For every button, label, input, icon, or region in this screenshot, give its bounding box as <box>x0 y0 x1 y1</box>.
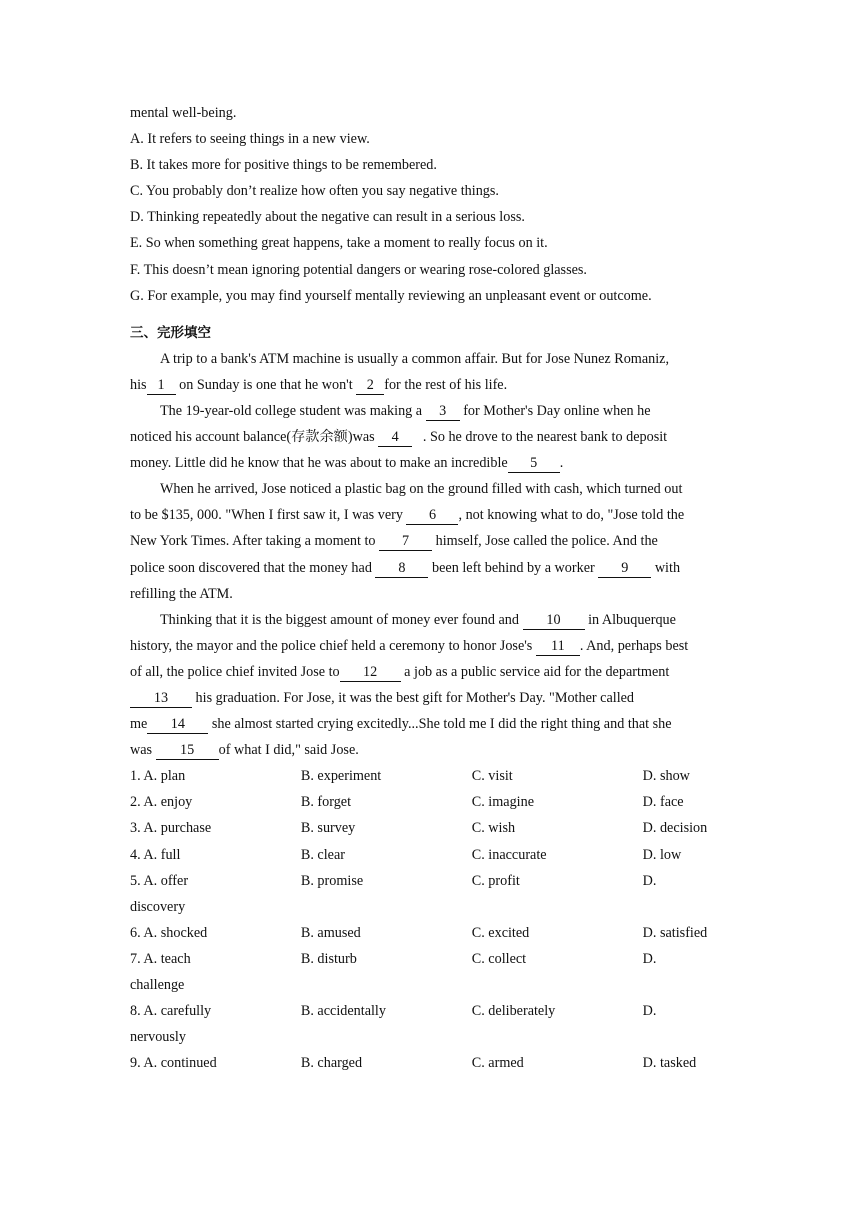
option-d: D. tasked <box>642 1055 697 1072</box>
question-row <box>130 946 730 972</box>
blank-13: 13 <box>130 689 192 708</box>
option-a: 3. A. purchase <box>130 820 212 837</box>
passage-line: of all, the police chief invited Jose to 12 a job as a public service aid for the department <box>130 663 670 680</box>
passage-line: noticed his account balance(存款余额)was 4 . So he drove to the nearest bank to deposit <box>130 429 668 446</box>
question-row <box>130 842 730 868</box>
question-row <box>130 868 730 894</box>
option-d: D. Thinking repeatedly about the negative can result in a serious loss. <box>130 209 525 226</box>
option-d: D. <box>642 872 657 889</box>
option-b: B. promise <box>300 872 364 889</box>
blank-14: 14 <box>147 715 208 734</box>
option-c: C. imagine <box>471 794 535 811</box>
option-a: 6. A. shocked <box>130 924 208 941</box>
option-d: D. <box>642 950 657 967</box>
option-d: D. show <box>642 768 690 785</box>
option-wrap: challenge <box>130 977 185 993</box>
cloze-passage <box>130 346 730 764</box>
blank-10: 10 <box>523 611 585 630</box>
question-row <box>130 920 730 946</box>
option-c: C. collect <box>471 950 527 967</box>
passage-line: A trip to a bank's ATM machine is usually a common affair. But for Jose Nunez Romaniz, <box>160 350 670 367</box>
option-b: B. It takes more for positive things to be remembered. <box>130 157 437 174</box>
question-row <box>130 1050 730 1076</box>
option-c: C. deliberately <box>471 1003 556 1020</box>
option-c: C. armed <box>471 1055 524 1072</box>
option-a: 9. A. continued <box>130 1055 217 1072</box>
option-b: B. clear <box>300 846 345 863</box>
option-c: C. excited <box>471 924 530 941</box>
option-a: A. It refers to seeing things in a new view. <box>130 131 370 148</box>
option-a: 5. A. offer <box>130 872 189 889</box>
passage-line: When he arrived, Jose noticed a plastic bag on the ground filled with cash, which turned out <box>160 481 683 498</box>
option-b: B. survey <box>300 820 356 837</box>
option-a: 8. A. carefully <box>130 1003 212 1020</box>
blank-12: 12 <box>340 663 401 682</box>
question-row <box>130 763 730 789</box>
option-wrap: nervously <box>130 1029 186 1046</box>
option-c: C. profit <box>471 872 520 889</box>
option-a: 2. A. enjoy <box>130 794 193 811</box>
option-a: 7. A. teach <box>130 950 191 967</box>
option-c: C. inaccurate <box>471 846 547 863</box>
question-options <box>130 763 730 1076</box>
passage-line: 13 his graduation. For Jose, it was the best gift for Mother's Day. "Mother called <box>130 685 730 711</box>
option-b: B. experiment <box>300 768 382 785</box>
passage-line: New York Times. After taking a moment to 7 himself, Jose called the police. And the <box>130 533 658 550</box>
option-b: B. charged <box>300 1055 363 1072</box>
question-row <box>130 998 730 1024</box>
blank-3: 3 <box>426 402 460 421</box>
option-c: C. You probably don’t realize how often you say negative things. <box>130 183 499 200</box>
option-b: B. accidentally <box>300 1003 386 1020</box>
section-heading: 三、完形填空 <box>130 324 211 341</box>
blank-6: 6 <box>406 506 458 525</box>
passage-line: money. Little did he know that he was about to make an incredible 5 . <box>130 455 564 472</box>
option-b: B. amused <box>300 924 361 941</box>
option-c: C. wish <box>471 820 516 837</box>
option-e: E. So when something great happens, take a moment to really focus on it. <box>130 235 548 252</box>
passage-line: Thinking that it is the biggest amount of money ever found and 10 in Albuquerque <box>160 611 676 628</box>
passage-line: refilling the ATM. <box>130 585 233 602</box>
passage-line: history, the mayor and the police chief held a ceremony to honor Jose's 11 . And, perhaps best <box>130 637 689 654</box>
blank-9: 9 <box>598 559 651 578</box>
blank-15: 15 <box>156 741 219 760</box>
passage-line: me 14 she almost started crying excitedly...She told me I did the right thing and that she <box>130 716 672 733</box>
continuation-line: mental well-being. <box>130 105 237 121</box>
blank-8: 8 <box>375 559 428 578</box>
option-b: B. disturb <box>300 950 357 967</box>
option-d: D. satisfied <box>642 924 708 941</box>
passage-line: to be $135, 000. "When I first saw it, I was very 6 , not knowing what to do, "Jose told the <box>130 507 685 524</box>
option-g: G. For example, you may find yourself mentally reviewing an unpleasant event or outcome. <box>130 287 652 304</box>
blank-7: 7 <box>379 532 432 551</box>
seven-choice-options <box>130 126 730 309</box>
passage-line: The 19-year-old college student was making a 3 for Mother's Day online when he <box>160 402 651 419</box>
passage-line: police soon discovered that the money had 8 been left behind by a worker 9 with <box>130 559 681 576</box>
option-wrap: discovery <box>130 898 186 915</box>
option-f: F. This doesn’t mean ignoring potential dangers or wearing rose-colored glasses. <box>130 261 587 278</box>
blank-5: 5 <box>508 454 560 473</box>
document-page <box>130 100 730 1076</box>
blank-11: 11 <box>536 637 580 656</box>
blank-4: 4 <box>378 428 412 447</box>
option-a: 4. A. full <box>130 846 181 863</box>
option-b: B. forget <box>300 794 352 811</box>
passage-line: his 1 on Sunday is one that he won't 2 for the rest of his life. <box>130 376 508 393</box>
option-a: 1. A. plan <box>130 768 186 785</box>
question-row <box>130 815 730 841</box>
option-d: D. face <box>642 794 684 811</box>
option-d: D. <box>642 1003 657 1020</box>
passage-line: was 15 of what I did," said Jose. <box>130 742 359 759</box>
question-row <box>130 789 730 815</box>
option-c: C. visit <box>471 768 513 785</box>
option-d: D. low <box>642 846 682 863</box>
blank-2: 2 <box>356 376 384 395</box>
option-d: D. decision <box>642 820 708 837</box>
blank-1: 1 <box>147 376 176 395</box>
